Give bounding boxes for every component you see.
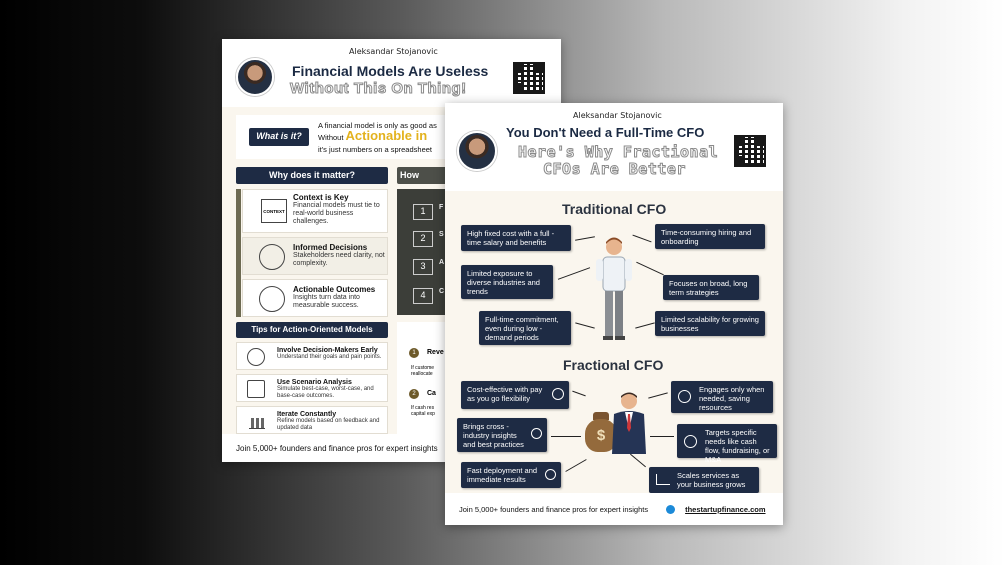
tip-item-3 bbox=[236, 406, 388, 434]
back-card-avatar bbox=[236, 58, 274, 96]
front-footer-text: Join 5,000+ founders and finance pros for expert insights bbox=[459, 504, 649, 514]
right-tip-1-num: 1 bbox=[409, 348, 419, 358]
back-card-subtitle: Without This On Thing! bbox=[290, 80, 467, 97]
why-item-2-title: Informed Decisions bbox=[293, 243, 368, 252]
fractional-item-1 bbox=[461, 381, 569, 409]
why-accent-bar bbox=[236, 189, 241, 317]
businessman-illustration bbox=[609, 390, 649, 454]
fractional-item-1-text: Cost-effective with pay as you go flexibility bbox=[467, 385, 543, 403]
arrow-fractional-3 bbox=[551, 436, 581, 437]
handshake-icon bbox=[678, 390, 691, 403]
tip-item-1 bbox=[236, 342, 388, 370]
arrow-fractional-6 bbox=[630, 454, 646, 468]
front-card-title: You Don't Need a Full-Time CFO bbox=[506, 125, 705, 140]
right-tip-1-desc: If custome reallocate bbox=[411, 365, 435, 377]
fractional-item-5-text: Fast deployment and immediate results bbox=[467, 466, 538, 484]
traditional-item-5: Full-time commitment, even during low - demand periods bbox=[479, 311, 571, 345]
right-tip-2-num: 2 bbox=[409, 389, 419, 399]
what-text-2-prefix: Without bbox=[318, 133, 344, 142]
arrow-traditional-6 bbox=[635, 322, 655, 328]
scenario-chart-icon bbox=[247, 380, 265, 398]
why-item-3-desc: Insights turn data into measurable success. bbox=[293, 294, 360, 309]
tip-1-title: Involve Decision-Makers Early bbox=[277, 347, 378, 354]
bar-chart-icon bbox=[249, 413, 265, 429]
fractional-item-3 bbox=[457, 418, 547, 452]
right-tip-2-desc: If cash res capital exp bbox=[411, 405, 435, 417]
tip-3-desc: Refine models based on feedback and updated data bbox=[277, 418, 380, 431]
step-4-letter: C bbox=[439, 288, 445, 295]
steps-panel bbox=[397, 189, 447, 315]
coins-icon bbox=[552, 388, 564, 400]
tip-item-2 bbox=[236, 374, 388, 402]
fractional-item-4 bbox=[677, 424, 777, 464]
arrow-fractional-2 bbox=[648, 392, 668, 398]
back-card-qr-icon bbox=[513, 62, 545, 94]
globe-icon bbox=[666, 505, 675, 514]
context-icon: CONTEXT bbox=[261, 199, 287, 223]
brain-gears-icon bbox=[259, 244, 285, 270]
people-network-icon bbox=[247, 348, 265, 366]
front-card-subtitle-1: Here's Why Fractional bbox=[518, 143, 719, 161]
fractional-item-6 bbox=[649, 467, 759, 493]
magnifier-icon bbox=[531, 428, 542, 439]
arrow-fractional-5 bbox=[565, 459, 586, 472]
tip-2-desc: Simulate best-case, worst-case, and base-case outcomes. bbox=[277, 386, 374, 399]
step-2-letter: S bbox=[439, 231, 444, 238]
step-1-badge: 1 bbox=[413, 204, 433, 220]
target-bulb-icon bbox=[259, 286, 285, 312]
how-header: How bbox=[397, 167, 447, 184]
step-3-letter: A bbox=[439, 259, 445, 266]
why-item-2-desc: Stakeholders need clarity, not complexity. bbox=[293, 252, 385, 267]
worried-person-illustration bbox=[591, 235, 637, 343]
what-text-3: it's just numbers on a spreadsheet bbox=[318, 145, 432, 154]
fractional-item-5 bbox=[461, 462, 561, 488]
traditional-item-2: Time-consuming hiring and onboarding bbox=[655, 224, 765, 249]
why-item-1-title: Context is Key bbox=[293, 193, 349, 202]
fractional-item-6-text: Scales services as your business grows bbox=[677, 471, 746, 489]
back-card-author: Aleksandar Stojanovic bbox=[349, 47, 438, 56]
what-is-it-label: What is it? bbox=[249, 128, 309, 146]
fractional-item-2 bbox=[671, 381, 773, 413]
back-card-header bbox=[222, 39, 561, 107]
rocket-gear-icon bbox=[545, 469, 556, 480]
why-item-3-title: Actionable Outcomes bbox=[293, 285, 376, 294]
right-tips-panel bbox=[397, 322, 447, 434]
money-bag-symbol: $ bbox=[585, 419, 617, 452]
tip-1-desc: Understand their goals and pain points. bbox=[277, 354, 382, 360]
arrow-traditional-3 bbox=[558, 267, 590, 280]
step-1-letter: F bbox=[439, 204, 444, 211]
step-4-badge: 4 bbox=[413, 288, 433, 304]
why-header: Why does it matter? bbox=[236, 167, 388, 184]
front-card-avatar bbox=[457, 131, 497, 171]
growth-chart-icon bbox=[656, 474, 670, 485]
tip-2-title: Use Scenario Analysis bbox=[277, 379, 352, 386]
arrow-traditional-4 bbox=[636, 262, 664, 276]
target-icon bbox=[684, 435, 697, 448]
front-infographic-card bbox=[445, 103, 783, 525]
fractional-item-3-text: Brings cross - industry insights and best practices bbox=[463, 422, 524, 449]
back-card-title: Financial Models Are Useless bbox=[292, 63, 489, 79]
what-text-1: A financial model is only as good as bbox=[318, 121, 437, 130]
arrow-fractional-1 bbox=[572, 391, 585, 397]
traditional-item-6: Limited scalability for growing businesses bbox=[655, 311, 765, 336]
front-card-subtitle-2: CFOs Are Better bbox=[543, 160, 686, 178]
right-tip-2-title: Ca bbox=[427, 390, 436, 397]
why-item-3 bbox=[242, 279, 388, 317]
fractional-item-4-text: Targets specific needs like cash flow, fundraising, or M&A bbox=[705, 428, 770, 464]
front-card-qr-icon bbox=[734, 135, 766, 167]
front-card-header bbox=[445, 103, 783, 191]
step-3-badge: 3 bbox=[413, 259, 433, 275]
step-2-badge: 2 bbox=[413, 231, 433, 247]
arrow-fractional-4 bbox=[650, 436, 674, 437]
tip-3-title: Iterate Constantly bbox=[277, 411, 337, 418]
traditional-item-3: Limited exposure to diverse industries and trends bbox=[461, 265, 553, 299]
front-card-footer bbox=[445, 493, 783, 525]
traditional-cfo-title: Traditional CFO bbox=[562, 201, 667, 217]
what-text-highlight: Actionable in bbox=[345, 128, 428, 143]
why-item-1 bbox=[242, 189, 388, 233]
right-tip-1-title: Reve bbox=[427, 349, 444, 356]
traditional-item-1: High fixed cost with a full - time salary and benefits bbox=[461, 225, 571, 251]
what-text-2 bbox=[318, 128, 428, 143]
traditional-item-4: Focuses on broad, long term strategies bbox=[663, 275, 759, 300]
fractional-item-2-text: Engages only when needed, saving resources bbox=[699, 385, 765, 412]
back-footer-text: Join 5,000+ founders and finance pros for expert insights bbox=[236, 443, 438, 453]
website-link[interactable]: thestartupfinance.com bbox=[685, 504, 766, 514]
tips-header: Tips for Action-Oriented Models bbox=[236, 322, 388, 338]
fractional-cfo-title: Fractional CFO bbox=[563, 357, 664, 373]
why-item-2 bbox=[242, 237, 388, 275]
front-card-author: Aleksandar Stojanovic bbox=[573, 111, 662, 120]
why-item-1-desc: Financial models must tie to real-world business challenges. bbox=[293, 202, 380, 225]
